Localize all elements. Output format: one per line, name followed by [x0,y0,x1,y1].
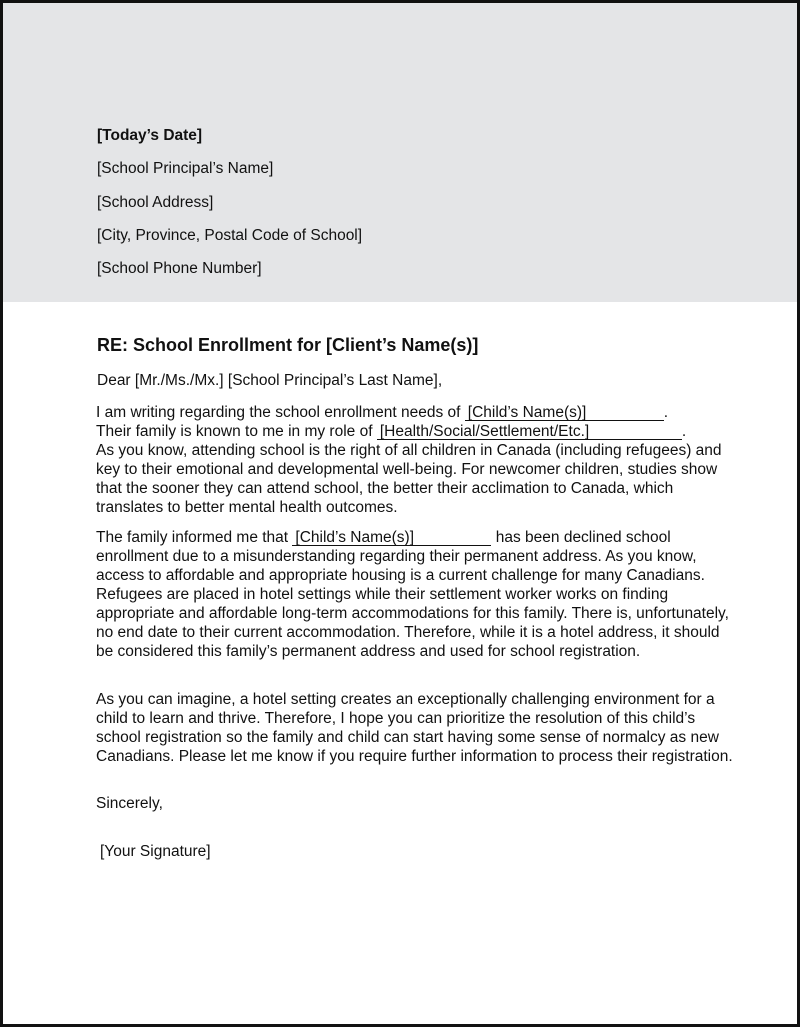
p1-line2-prefix: Their family is known to me in my role of [96,423,373,440]
p1-line1-prefix: I am writing regarding the school enrollment needs of [96,404,461,421]
paragraph-3: As you can imagine, a hotel setting creates an exceptionally challenging environment for a child to learn and thrive. Therefore, I hope you can prioritize the resolution of this child’s school registration so the family and child can start having some sense of normalcy as new Canadians. Please let me know if you require further information to process their registration. [96,691,733,765]
p2-body: has been declined school enrollment due to a misunderstanding regarding their permanent address. As you know, access to affordable and appropriate housing is a current challenge for many Canadians. Refugees are placed in hotel settings while their settlement worker works on finding appropriate and affordable long-term accommodations for this family. There is, unfortunately, no end date to their current accommodation. Therefore, while it is a hotel address, it should be considered this family’s permanent address and used for school registration. [96,529,729,660]
school-phone: [School Phone Number] [97,260,262,277]
child-name-field[interactable]: [Child’s Name(s)] [465,405,664,421]
school-city-line: [City, Province, Postal Code of School] [97,227,363,244]
school-address: [School Address] [97,194,214,211]
principal-name: [School Principal’s Name] [97,160,274,177]
role-field[interactable]: [Health/Social/Settlement/Etc.] [377,424,682,440]
closing: Sincerely, [96,795,163,812]
signature-placeholder: [Your Signature] [100,843,211,860]
p1-line1-suffix: . [663,404,669,421]
p1-line2-suffix: . [681,423,687,440]
salutation: Dear [Mr./Ms./Mx.] [School Principal’s Last Name], [97,372,443,389]
header-band [3,3,797,302]
re-title: RE: School Enrollment for [Client’s Name(s)] [97,335,479,355]
paragraph-1 [96,403,736,517]
todays-date: [Today’s Date] [97,127,203,144]
paragraph-2 [96,528,736,661]
child-name-field-2[interactable]: [Child’s Name(s)] [292,530,491,546]
p2-prefix: The family informed me that [96,529,289,546]
p1-body: As you know, attending school is the right of all children in Canada (including refugees) and key to their emotional and developmental well-being. For newcomer children, studies show that the sooner they can attend school, the better their acclimation to Canada, which translates to better mental health outcomes. [96,442,722,516]
